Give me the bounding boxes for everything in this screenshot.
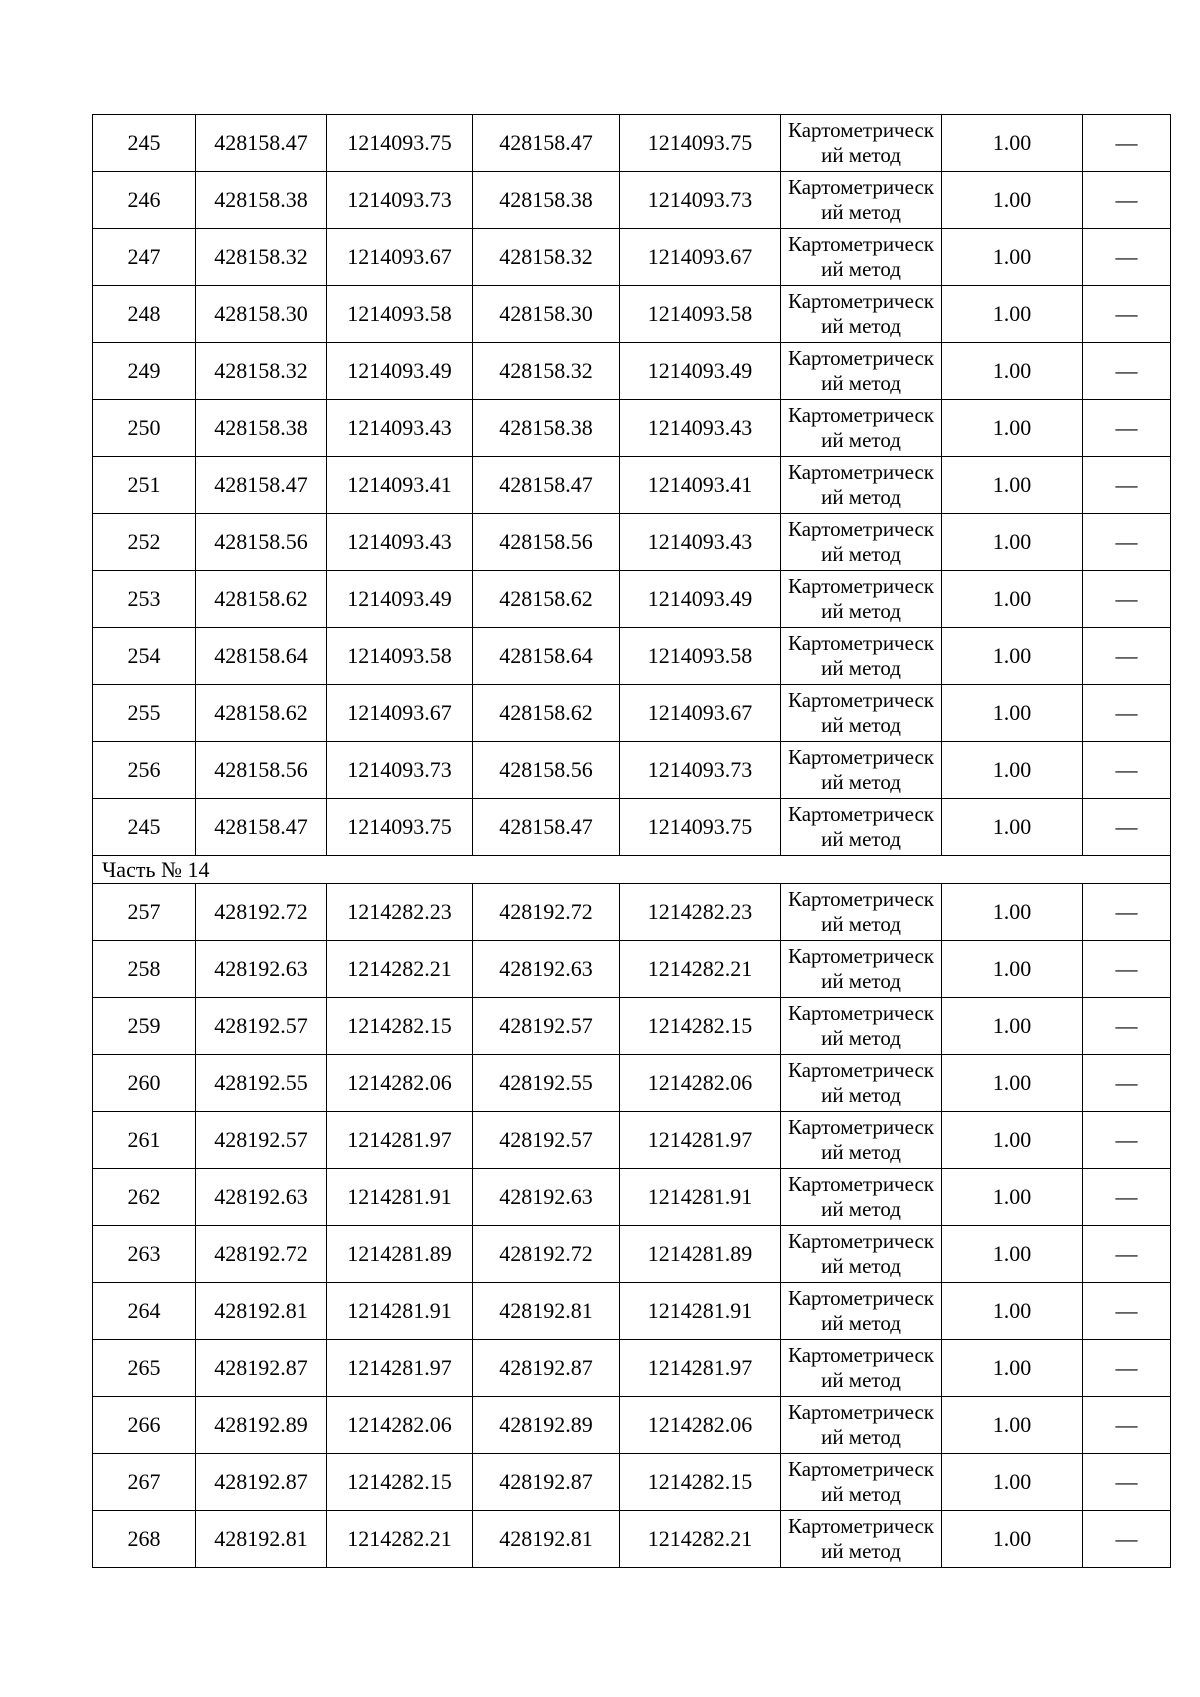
note-dash-cell: — — [1083, 941, 1171, 998]
note-dash-cell: — — [1083, 115, 1171, 172]
y-existing-cell: 1214093.58 — [327, 628, 473, 685]
accuracy-cell: 1.00 — [942, 1340, 1083, 1397]
method-cell: Картометрический метод — [781, 229, 942, 286]
x-new-cell: 428158.30 — [473, 286, 620, 343]
y-new-cell: 1214093.73 — [620, 172, 781, 229]
point-number-cell: 253 — [93, 571, 196, 628]
y-existing-cell: 1214093.49 — [327, 343, 473, 400]
method-cell: Картометрический метод — [781, 685, 942, 742]
y-existing-cell: 1214093.73 — [327, 742, 473, 799]
x-existing-cell: 428158.32 — [196, 343, 327, 400]
method-cell: Картометрический метод — [781, 1283, 942, 1340]
table-row — [93, 343, 1171, 400]
accuracy-cell: 1.00 — [942, 343, 1083, 400]
x-existing-cell: 428192.81 — [196, 1283, 327, 1340]
table-row — [93, 571, 1171, 628]
x-new-cell: 428158.64 — [473, 628, 620, 685]
x-existing-cell: 428158.30 — [196, 286, 327, 343]
y-new-cell: 1214093.58 — [620, 628, 781, 685]
accuracy-cell: 1.00 — [942, 1226, 1083, 1283]
y-existing-cell: 1214093.75 — [327, 799, 473, 856]
x-existing-cell: 428158.38 — [196, 400, 327, 457]
y-existing-cell: 1214093.58 — [327, 286, 473, 343]
point-number-cell: 246 — [93, 172, 196, 229]
x-new-cell: 428158.47 — [473, 799, 620, 856]
method-cell: Картометрический метод — [781, 1511, 942, 1568]
x-existing-cell: 428158.56 — [196, 742, 327, 799]
method-cell: Картометрический метод — [781, 941, 942, 998]
method-cell: Картометрический метод — [781, 115, 942, 172]
x-new-cell: 428192.81 — [473, 1511, 620, 1568]
y-new-cell: 1214281.89 — [620, 1226, 781, 1283]
method-cell: Картометрический метод — [781, 457, 942, 514]
accuracy-cell: 1.00 — [942, 799, 1083, 856]
y-new-cell: 1214093.41 — [620, 457, 781, 514]
method-cell: Картометрический метод — [781, 1340, 942, 1397]
x-existing-cell: 428158.47 — [196, 799, 327, 856]
accuracy-cell: 1.00 — [942, 457, 1083, 514]
y-existing-cell: 1214281.91 — [327, 1169, 473, 1226]
x-existing-cell: 428192.89 — [196, 1397, 327, 1454]
table-row — [93, 941, 1171, 998]
accuracy-cell: 1.00 — [942, 628, 1083, 685]
accuracy-cell: 1.00 — [942, 1112, 1083, 1169]
y-new-cell: 1214093.67 — [620, 685, 781, 742]
table-row — [93, 1112, 1171, 1169]
table-row — [93, 457, 1171, 514]
accuracy-cell: 1.00 — [942, 1283, 1083, 1340]
accuracy-cell: 1.00 — [942, 1055, 1083, 1112]
x-existing-cell: 428192.57 — [196, 1112, 327, 1169]
y-existing-cell: 1214282.15 — [327, 998, 473, 1055]
accuracy-cell: 1.00 — [942, 998, 1083, 1055]
x-new-cell: 428192.57 — [473, 998, 620, 1055]
x-existing-cell: 428192.57 — [196, 998, 327, 1055]
method-cell: Картометрический метод — [781, 1226, 942, 1283]
point-number-cell: 251 — [93, 457, 196, 514]
x-new-cell: 428158.32 — [473, 343, 620, 400]
table-row — [93, 1055, 1171, 1112]
note-dash-cell: — — [1083, 884, 1171, 941]
x-new-cell: 428192.63 — [473, 1169, 620, 1226]
method-cell: Картометрический метод — [781, 884, 942, 941]
method-cell: Картометрический метод — [781, 742, 942, 799]
accuracy-cell: 1.00 — [942, 685, 1083, 742]
x-new-cell: 428192.81 — [473, 1283, 620, 1340]
y-new-cell: 1214093.49 — [620, 571, 781, 628]
y-new-cell: 1214093.58 — [620, 286, 781, 343]
method-cell: Картометрический метод — [781, 1112, 942, 1169]
note-dash-cell: — — [1083, 799, 1171, 856]
point-number-cell: 257 — [93, 884, 196, 941]
point-number-cell: 252 — [93, 514, 196, 571]
note-dash-cell: — — [1083, 457, 1171, 514]
y-new-cell: 1214281.91 — [620, 1283, 781, 1340]
y-existing-cell: 1214282.21 — [327, 941, 473, 998]
y-new-cell: 1214282.15 — [620, 998, 781, 1055]
y-new-cell: 1214093.43 — [620, 514, 781, 571]
y-existing-cell: 1214282.15 — [327, 1454, 473, 1511]
point-number-cell: 262 — [93, 1169, 196, 1226]
x-existing-cell: 428192.63 — [196, 1169, 327, 1226]
x-existing-cell: 428192.63 — [196, 941, 327, 998]
x-new-cell: 428192.72 — [473, 1226, 620, 1283]
y-existing-cell: 1214282.06 — [327, 1055, 473, 1112]
note-dash-cell: — — [1083, 1511, 1171, 1568]
table-row — [93, 172, 1171, 229]
accuracy-cell: 1.00 — [942, 1169, 1083, 1226]
table-row — [93, 1454, 1171, 1511]
table-row — [93, 1511, 1171, 1568]
method-cell: Картометрический метод — [781, 286, 942, 343]
coordinates-table-body — [93, 115, 1171, 1568]
x-new-cell: 428158.47 — [473, 115, 620, 172]
note-dash-cell: — — [1083, 685, 1171, 742]
note-dash-cell: — — [1083, 571, 1171, 628]
note-dash-cell: — — [1083, 1112, 1171, 1169]
y-new-cell: 1214282.21 — [620, 941, 781, 998]
note-dash-cell: — — [1083, 1340, 1171, 1397]
accuracy-cell: 1.00 — [942, 115, 1083, 172]
method-cell: Картометрический метод — [781, 1055, 942, 1112]
table-row — [93, 286, 1171, 343]
method-cell: Картометрический метод — [781, 1169, 942, 1226]
y-existing-cell: 1214281.97 — [327, 1112, 473, 1169]
method-cell: Картометрический метод — [781, 998, 942, 1055]
x-new-cell: 428158.32 — [473, 229, 620, 286]
y-new-cell: 1214093.43 — [620, 400, 781, 457]
x-new-cell: 428158.47 — [473, 457, 620, 514]
note-dash-cell: — — [1083, 628, 1171, 685]
point-number-cell: 266 — [93, 1397, 196, 1454]
x-new-cell: 428192.72 — [473, 884, 620, 941]
x-new-cell: 428158.38 — [473, 172, 620, 229]
x-existing-cell: 428158.38 — [196, 172, 327, 229]
x-existing-cell: 428158.56 — [196, 514, 327, 571]
note-dash-cell: — — [1083, 400, 1171, 457]
y-new-cell: 1214093.75 — [620, 115, 781, 172]
y-new-cell: 1214282.21 — [620, 1511, 781, 1568]
x-existing-cell: 428192.81 — [196, 1511, 327, 1568]
method-cell: Картометрический метод — [781, 400, 942, 457]
y-existing-cell: 1214281.97 — [327, 1340, 473, 1397]
x-existing-cell: 428158.62 — [196, 571, 327, 628]
point-number-cell: 267 — [93, 1454, 196, 1511]
y-new-cell: 1214093.73 — [620, 742, 781, 799]
table-row — [93, 799, 1171, 856]
point-number-cell: 256 — [93, 742, 196, 799]
y-new-cell: 1214281.91 — [620, 1169, 781, 1226]
part-heading-row — [93, 856, 1171, 884]
y-new-cell: 1214281.97 — [620, 1340, 781, 1397]
point-number-cell: 255 — [93, 685, 196, 742]
x-new-cell: 428192.57 — [473, 1112, 620, 1169]
point-number-cell: 268 — [93, 1511, 196, 1568]
y-new-cell: 1214282.06 — [620, 1055, 781, 1112]
method-cell: Картометрический метод — [781, 514, 942, 571]
x-new-cell: 428158.62 — [473, 685, 620, 742]
x-new-cell: 428158.62 — [473, 571, 620, 628]
point-number-cell: 261 — [93, 1112, 196, 1169]
x-new-cell: 428192.63 — [473, 941, 620, 998]
note-dash-cell: — — [1083, 742, 1171, 799]
point-number-cell: 245 — [93, 799, 196, 856]
x-new-cell: 428158.56 — [473, 742, 620, 799]
table-row — [93, 628, 1171, 685]
y-new-cell: 1214281.97 — [620, 1112, 781, 1169]
table-row — [93, 229, 1171, 286]
table-row — [93, 884, 1171, 941]
x-existing-cell: 428158.47 — [196, 457, 327, 514]
method-cell: Картометрический метод — [781, 628, 942, 685]
note-dash-cell: — — [1083, 229, 1171, 286]
note-dash-cell: — — [1083, 1055, 1171, 1112]
note-dash-cell: — — [1083, 343, 1171, 400]
table-row — [93, 400, 1171, 457]
note-dash-cell: — — [1083, 1283, 1171, 1340]
note-dash-cell: — — [1083, 1226, 1171, 1283]
accuracy-cell: 1.00 — [942, 884, 1083, 941]
y-existing-cell: 1214093.41 — [327, 457, 473, 514]
x-new-cell: 428192.87 — [473, 1340, 620, 1397]
part-heading: Часть № 14 — [93, 856, 1171, 884]
table-row — [93, 514, 1171, 571]
point-number-cell: 260 — [93, 1055, 196, 1112]
table-row — [93, 742, 1171, 799]
note-dash-cell: — — [1083, 514, 1171, 571]
point-number-cell: 264 — [93, 1283, 196, 1340]
x-existing-cell: 428192.87 — [196, 1340, 327, 1397]
y-existing-cell: 1214093.75 — [327, 115, 473, 172]
method-cell: Картометрический метод — [781, 172, 942, 229]
note-dash-cell: — — [1083, 286, 1171, 343]
note-dash-cell: — — [1083, 1454, 1171, 1511]
point-number-cell: 250 — [93, 400, 196, 457]
point-number-cell: 258 — [93, 941, 196, 998]
y-existing-cell: 1214093.67 — [327, 229, 473, 286]
table-row — [93, 1226, 1171, 1283]
y-new-cell: 1214093.49 — [620, 343, 781, 400]
accuracy-cell: 1.00 — [942, 941, 1083, 998]
x-existing-cell: 428158.62 — [196, 685, 327, 742]
point-number-cell: 263 — [93, 1226, 196, 1283]
x-new-cell: 428158.38 — [473, 400, 620, 457]
y-new-cell: 1214093.67 — [620, 229, 781, 286]
y-existing-cell: 1214093.49 — [327, 571, 473, 628]
point-number-cell: 259 — [93, 998, 196, 1055]
x-new-cell: 428158.56 — [473, 514, 620, 571]
y-existing-cell: 1214093.43 — [327, 514, 473, 571]
method-cell: Картометрический метод — [781, 343, 942, 400]
accuracy-cell: 1.00 — [942, 286, 1083, 343]
y-existing-cell: 1214093.43 — [327, 400, 473, 457]
x-new-cell: 428192.87 — [473, 1454, 620, 1511]
point-number-cell: 265 — [93, 1340, 196, 1397]
method-cell: Картометрический метод — [781, 799, 942, 856]
table-row — [93, 1397, 1171, 1454]
accuracy-cell: 1.00 — [942, 1511, 1083, 1568]
y-existing-cell: 1214093.73 — [327, 172, 473, 229]
y-existing-cell: 1214282.06 — [327, 1397, 473, 1454]
table-row — [93, 998, 1171, 1055]
x-existing-cell: 428192.72 — [196, 1226, 327, 1283]
point-number-cell: 247 — [93, 229, 196, 286]
accuracy-cell: 1.00 — [942, 742, 1083, 799]
accuracy-cell: 1.00 — [942, 571, 1083, 628]
note-dash-cell: — — [1083, 1169, 1171, 1226]
note-dash-cell: — — [1083, 998, 1171, 1055]
y-new-cell: 1214093.75 — [620, 799, 781, 856]
y-new-cell: 1214282.23 — [620, 884, 781, 941]
x-new-cell: 428192.55 — [473, 1055, 620, 1112]
y-existing-cell: 1214281.91 — [327, 1283, 473, 1340]
point-number-cell: 245 — [93, 115, 196, 172]
note-dash-cell: — — [1083, 1397, 1171, 1454]
coordinates-table — [92, 114, 1171, 1568]
y-existing-cell: 1214093.67 — [327, 685, 473, 742]
accuracy-cell: 1.00 — [942, 400, 1083, 457]
y-existing-cell: 1214282.21 — [327, 1511, 473, 1568]
table-row — [93, 685, 1171, 742]
accuracy-cell: 1.00 — [942, 229, 1083, 286]
x-existing-cell: 428158.32 — [196, 229, 327, 286]
note-dash-cell: — — [1083, 172, 1171, 229]
method-cell: Картометрический метод — [781, 1397, 942, 1454]
point-number-cell: 249 — [93, 343, 196, 400]
y-existing-cell: 1214282.23 — [327, 884, 473, 941]
point-number-cell: 248 — [93, 286, 196, 343]
x-new-cell: 428192.89 — [473, 1397, 620, 1454]
y-new-cell: 1214282.06 — [620, 1397, 781, 1454]
point-number-cell: 254 — [93, 628, 196, 685]
accuracy-cell: 1.00 — [942, 172, 1083, 229]
method-cell: Картометрический метод — [781, 571, 942, 628]
method-cell: Картометрический метод — [781, 1454, 942, 1511]
y-existing-cell: 1214281.89 — [327, 1226, 473, 1283]
table-row — [93, 115, 1171, 172]
accuracy-cell: 1.00 — [942, 1454, 1083, 1511]
y-new-cell: 1214282.15 — [620, 1454, 781, 1511]
table-row — [93, 1169, 1171, 1226]
x-existing-cell: 428192.72 — [196, 884, 327, 941]
accuracy-cell: 1.00 — [942, 514, 1083, 571]
x-existing-cell: 428192.87 — [196, 1454, 327, 1511]
accuracy-cell: 1.00 — [942, 1397, 1083, 1454]
x-existing-cell: 428158.47 — [196, 115, 327, 172]
table-row — [93, 1340, 1171, 1397]
table-row — [93, 1283, 1171, 1340]
x-existing-cell: 428158.64 — [196, 628, 327, 685]
x-existing-cell: 428192.55 — [196, 1055, 327, 1112]
